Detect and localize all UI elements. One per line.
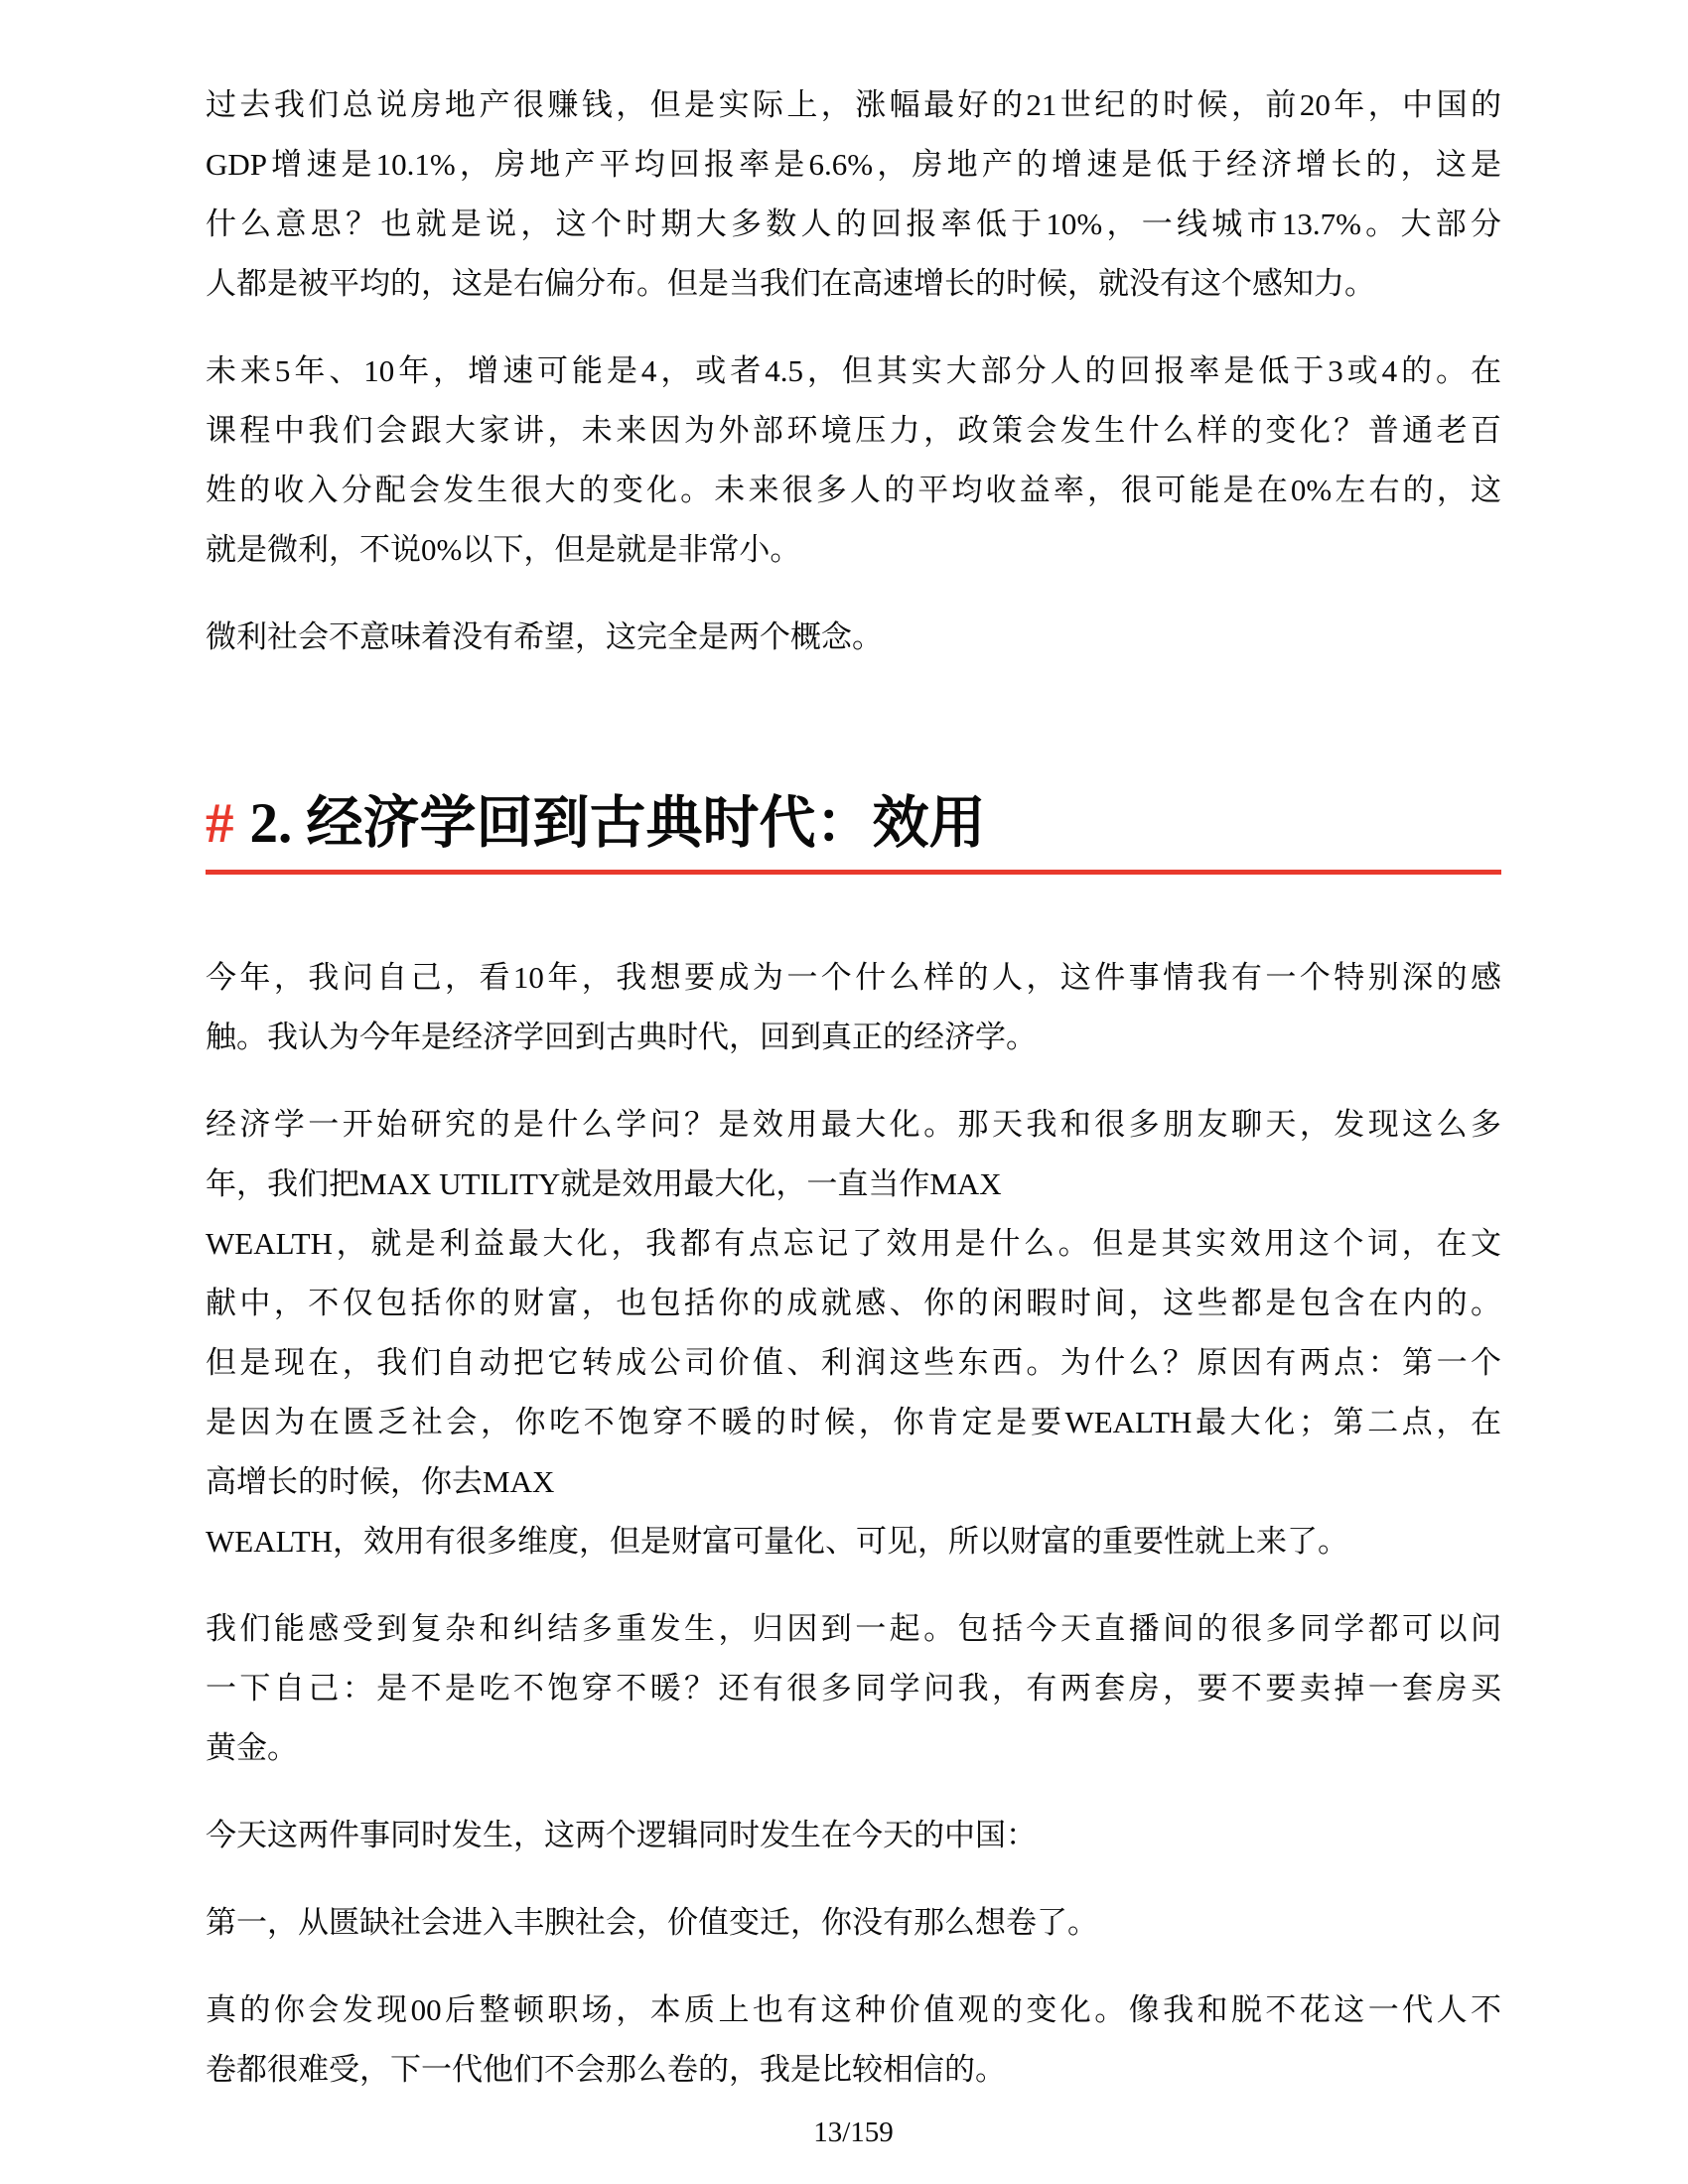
text-line: 就是微利，不说0%以下，但是就是非常小。 — [206, 532, 801, 567]
section-heading — [206, 784, 1501, 864]
heading-title: 2. 经济学回到古典时代：效用 — [249, 792, 986, 855]
text-line: 但是现在，我们自动把它转成公司价值、利润这些东西。为什么？原因有两点：第一个 — [206, 1345, 1501, 1380]
paragraph — [206, 75, 1501, 314]
page-number: 13/159 — [813, 2116, 894, 2148]
text-line: 献中，不仅包括你的财富，也包括你的成就感、你的闲暇时间，这些都是包含在内的。 — [206, 1286, 1501, 1320]
text-line: 微利社会不意味着没有希望，这完全是两个概念。 — [206, 619, 883, 654]
text-line: 经济学一开始研究的是什么学问？是效用最大化。那天我和很多朋友聊天，发现这么多 — [206, 1107, 1501, 1142]
paragraph — [206, 1980, 1501, 2100]
body-text-top — [206, 75, 1501, 667]
paragraph — [206, 341, 1501, 580]
text-line: 一下自己：是不是吃不饱穿不暖？还有很多同学问我，有两套房，要不要卖掉一套房买 — [206, 1671, 1501, 1706]
text-line: WEALTH，就是利益最大化，我都有点忘记了效用是什么。但是其实效用这个词，在文 — [206, 1226, 1501, 1261]
text-line: 触。我认为今年是经济学回到古典时代，回到真正的经济学。 — [206, 1020, 1037, 1054]
text-line: 第一，从匮缺社会进入丰腴社会，价值变迁，你没有那么想卷了。 — [206, 1905, 1098, 1940]
paragraph — [206, 608, 1501, 667]
text-line: 真的你会发现00后整顿职场，本质上也有这种价值观的变化。像我和脱不花这一代人不 — [206, 1992, 1501, 2027]
text-line: WEALTH，效用有很多维度，但是财富可量化、可见，所以财富的重要性就上来了。 — [206, 1524, 1348, 1559]
body-text-bottom — [206, 948, 1501, 2100]
paragraph — [206, 948, 1501, 1067]
text-line: 人都是被平均的，这是右偏分布。但是当我们在高速增长的时候，就没有这个感知力。 — [206, 266, 1375, 301]
heading-hash-marker: # — [206, 792, 234, 855]
paragraph — [206, 1599, 1501, 1778]
text-line: 是因为在匮乏社会，你吃不饱穿不暖的时候，你肯定是要WEALTH最大化；第二点，在 — [206, 1405, 1501, 1439]
text-line: 卷都很难受，下一代他们不会那么卷的，我是比较相信的。 — [206, 2052, 1006, 2087]
page-footer — [206, 2117, 1501, 2147]
text-line: 过去我们总说房地产很赚钱，但是实际上，涨幅最好的21世纪的时候，前20年，中国的 — [206, 87, 1501, 122]
paragraph — [206, 1806, 1501, 1865]
text-line: 未来5年、10年，增速可能是4，或者4.5，但其实大部分人的回报率是低于3或4的。在 — [206, 353, 1501, 388]
text-line: 年，我们把MAX UTILITY就是效用最大化，一直当作MAX — [206, 1166, 1002, 1201]
text-line: 今年，我问自己，看10年，我想要成为一个什么样的人，这件事情我有一个特别深的感 — [206, 960, 1501, 995]
text-line: 高增长的时候，你去MAX — [206, 1464, 555, 1499]
text-line: GDP增速是10.1%，房地产平均回报率是6.6%，房地产的增速是低于经济增长的，这是 — [206, 147, 1501, 182]
text-line: 我们能感受到复杂和纠结多重发生，归因到一起。包括今天直播间的很多同学都可以问 — [206, 1611, 1501, 1646]
text-line: 今天这两件事同时发生，这两个逻辑同时发生在今天的中国： — [206, 1818, 1037, 1852]
text-line: 黄金。 — [206, 1730, 298, 1765]
heading-underline — [206, 870, 1501, 875]
paragraph — [206, 1893, 1501, 1953]
text-line: 什么意思？也就是说，这个时期大多数人的回报率低于10%，一线城市13.7%。大部分 — [206, 206, 1501, 241]
paragraph — [206, 1095, 1501, 1571]
text-line: 课程中我们会跟大家讲，未来因为外部环境压力，政策会发生什么样的变化？普通老百 — [206, 413, 1501, 448]
text-line: 姓的收入分配会发生很大的变化。未来很多人的平均收益率，很可能是在0%左右的，这 — [206, 473, 1501, 507]
